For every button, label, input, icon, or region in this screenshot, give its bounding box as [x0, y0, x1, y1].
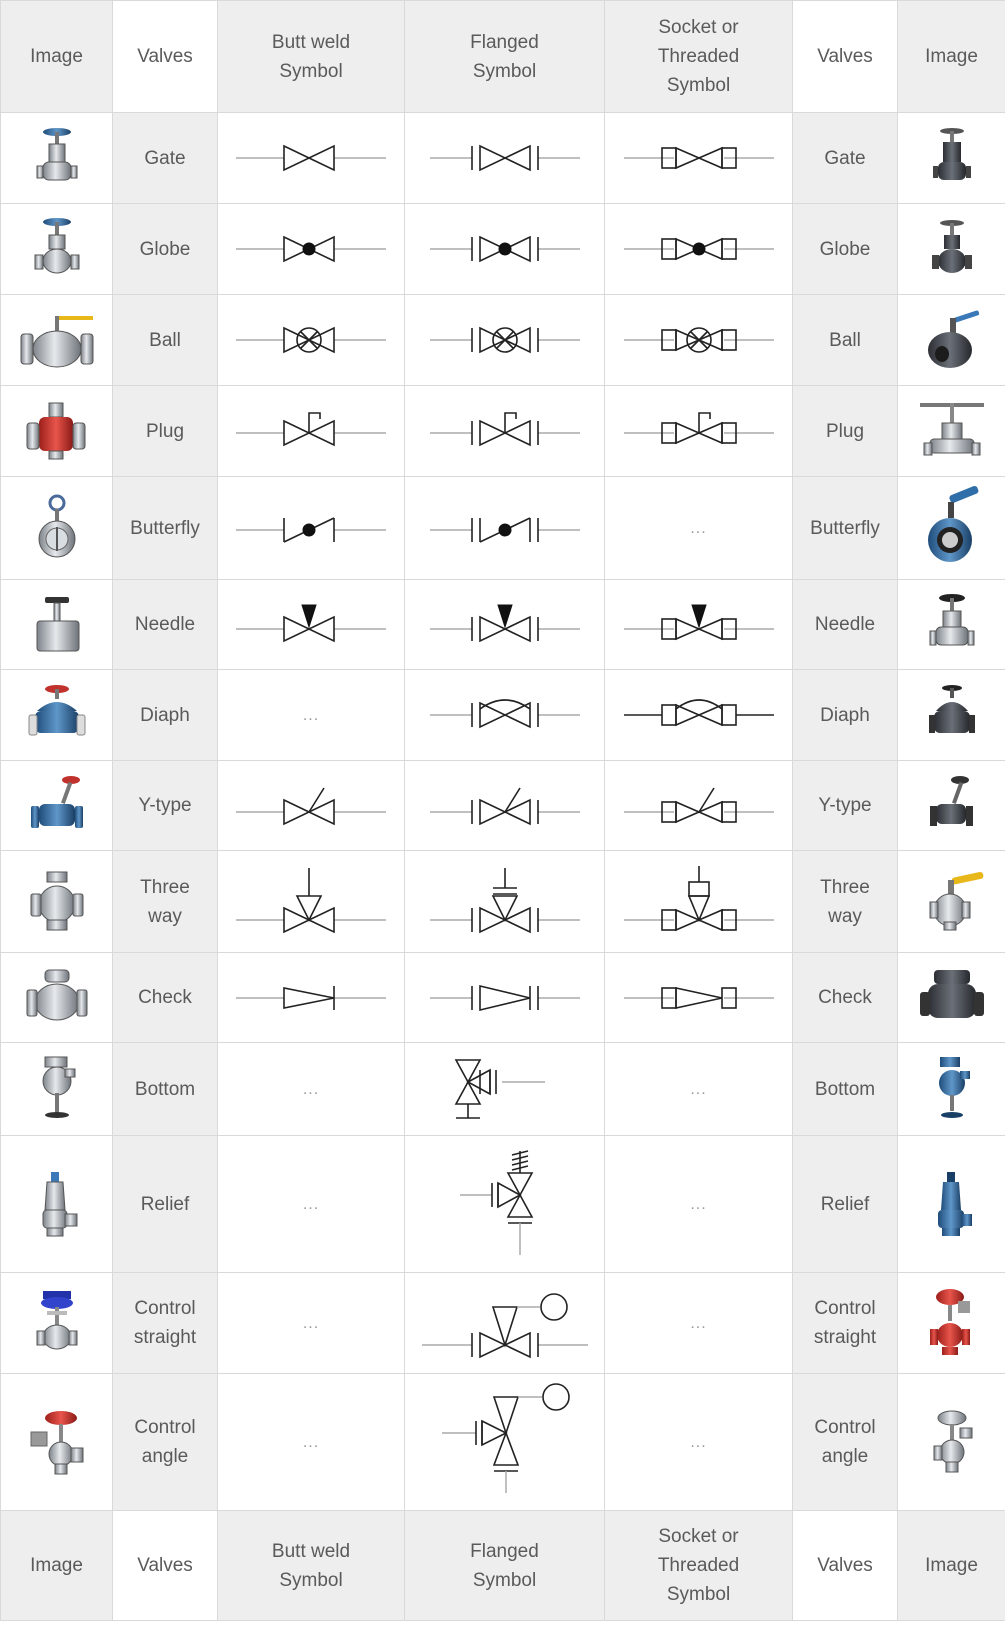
bottom-valve-photo-left: [1, 1043, 113, 1136]
butterfly-socket-cell: ...: [605, 477, 793, 580]
y-type-valve-photo-left: [1, 761, 113, 851]
header-valves-left: Valves: [113, 1, 218, 113]
y-type-flanged-symbol: [405, 761, 605, 851]
check-socket-symbol: [605, 953, 793, 1043]
diaph-socket-symbol: [605, 670, 793, 761]
gate-valve-photo-right: [898, 113, 1005, 204]
header-butt-weld: Butt weld Symbol: [218, 1, 405, 113]
needle-valve-photo-right: [898, 580, 1005, 670]
control-angle-socket-cell: ...: [605, 1374, 793, 1511]
gate-socket-symbol: [605, 113, 793, 204]
y-type-socket-symbol: [605, 761, 793, 851]
valve-label-right: Butterfly: [793, 477, 898, 580]
three-way-socket-symbol: [605, 851, 793, 953]
control-straight-valve-photo-left: [1, 1273, 113, 1374]
globe-flanged-symbol: [405, 204, 605, 295]
valve-label-left: Butterfly: [113, 477, 218, 580]
valve-row-gate: [1, 113, 1005, 204]
valve-row-bottom: [1, 1043, 1005, 1136]
ball-valve-photo-right: [898, 295, 1005, 386]
valve-label-right: Check: [793, 953, 898, 1043]
three-way-valve-photo-right: [898, 851, 1005, 953]
butterfly-valve-photo-right: [898, 477, 1005, 580]
globe-valve-photo-right: [898, 204, 1005, 295]
bottom-socket-cell: ...: [605, 1043, 793, 1136]
valve-label-right: Control straight: [793, 1273, 898, 1374]
valve-label-right: Three way: [793, 851, 898, 953]
relief-socket-cell: ...: [605, 1136, 793, 1273]
three-way-butt-weld-symbol: [218, 851, 405, 953]
valve-label-right: Y-type: [793, 761, 898, 851]
valve-label-left: Control straight: [113, 1273, 218, 1374]
valve-label-left: Relief: [113, 1136, 218, 1273]
relief-butt-weld-cell: ...: [218, 1136, 405, 1273]
control-angle-valve-photo-left: [1, 1374, 113, 1511]
valve-row-needle: [1, 580, 1005, 670]
gate-butt-weld-symbol: [218, 113, 405, 204]
valve-label-left: Bottom: [113, 1043, 218, 1136]
control-angle-butt-weld-cell: ...: [218, 1374, 405, 1511]
footer-butt-weld: Butt weld Symbol: [218, 1511, 405, 1621]
valve-row-globe: [1, 204, 1005, 295]
needle-socket-symbol: [605, 580, 793, 670]
y-type-butt-weld-symbol: [218, 761, 405, 851]
valve-label-left: Three way: [113, 851, 218, 953]
header-flanged: Flanged Symbol: [405, 1, 605, 113]
control-straight-flanged-symbol: [405, 1273, 605, 1374]
valve-label-right: Diaph: [793, 670, 898, 761]
butterfly-butt-weld-symbol: [218, 477, 405, 580]
plug-valve-photo-right: [898, 386, 1005, 477]
check-valve-photo-left: [1, 953, 113, 1043]
valve-row-check: [1, 953, 1005, 1043]
plug-socket-symbol: [605, 386, 793, 477]
valve-label-left: Ball: [113, 295, 218, 386]
header-row-top: [1, 1, 1005, 113]
butterfly-flanged-symbol: [405, 477, 605, 580]
diaph-butt-weld-cell: ...: [218, 670, 405, 761]
valve-row-diaph: [1, 670, 1005, 761]
valve-label-left: Diaph: [113, 670, 218, 761]
valve-row-plug: [1, 386, 1005, 477]
diaphragm-valve-photo-left: [1, 670, 113, 761]
needle-flanged-symbol: [405, 580, 605, 670]
valve-label-right: Globe: [793, 204, 898, 295]
valve-row-butterfly: [1, 477, 1005, 580]
footer-valves-left: Valves: [113, 1511, 218, 1621]
valve-row-relief: [1, 1136, 1005, 1273]
bottom-flanged-symbol: [405, 1043, 605, 1136]
header-row-bottom: [1, 1511, 1005, 1621]
control-straight-valve-photo-right: [898, 1273, 1005, 1374]
control-straight-butt-weld-cell: ...: [218, 1273, 405, 1374]
diaphragm-valve-photo-right: [898, 670, 1005, 761]
y-type-valve-photo-right: [898, 761, 1005, 851]
check-valve-photo-right: [898, 953, 1005, 1043]
valve-label-left: Globe: [113, 204, 218, 295]
ball-flanged-symbol: [405, 295, 605, 386]
plug-flanged-symbol: [405, 386, 605, 477]
valve-row-three-way: [1, 851, 1005, 953]
globe-valve-photo-left: [1, 204, 113, 295]
ball-valve-photo-left: [1, 295, 113, 386]
gate-valve-photo-left: [1, 113, 113, 204]
three-way-valve-photo-left: [1, 851, 113, 953]
valve-label-right: Needle: [793, 580, 898, 670]
valve-label-right: Ball: [793, 295, 898, 386]
valve-row-ball: [1, 295, 1005, 386]
bottom-valve-photo-right: [898, 1043, 1005, 1136]
header-valves-right: Valves: [793, 1, 898, 113]
butterfly-valve-photo-left: [1, 477, 113, 580]
valve-label-left: Control angle: [113, 1374, 218, 1511]
footer-image-right: Image: [898, 1511, 1005, 1621]
three-way-flanged-symbol: [405, 851, 605, 953]
relief-valve-photo-left: [1, 1136, 113, 1273]
gate-valve-icon: [35, 126, 79, 190]
check-butt-weld-symbol: [218, 953, 405, 1043]
footer-socket: Socket or Threaded Symbol: [605, 1511, 793, 1621]
relief-flanged-symbol: [405, 1136, 605, 1273]
valve-label-right: Gate: [793, 113, 898, 204]
valve-label-left: Check: [113, 953, 218, 1043]
control-angle-flanged-symbol: [405, 1374, 605, 1511]
ball-socket-symbol: [605, 295, 793, 386]
valve-label-right: Bottom: [793, 1043, 898, 1136]
bottom-butt-weld-cell: ...: [218, 1043, 405, 1136]
plug-butt-weld-symbol: [218, 386, 405, 477]
ball-butt-weld-symbol: [218, 295, 405, 386]
diaph-flanged-symbol: [405, 670, 605, 761]
plug-valve-photo-left: [1, 386, 113, 477]
valve-row-control-angle: [1, 1374, 1005, 1511]
relief-valve-photo-right: [898, 1136, 1005, 1273]
header-image-right: Image: [898, 1, 1005, 113]
needle-valve-photo-left: [1, 580, 113, 670]
valve-label-left: Needle: [113, 580, 218, 670]
check-flanged-symbol: [405, 953, 605, 1043]
control-straight-socket-cell: ...: [605, 1273, 793, 1374]
header-image-left: Image: [1, 1, 113, 113]
valve-row-control-straight: [1, 1273, 1005, 1374]
footer-valves-right: Valves: [793, 1511, 898, 1621]
valve-label-right: Relief: [793, 1136, 898, 1273]
valve-row-y-type: [1, 761, 1005, 851]
valve-label-right: Plug: [793, 386, 898, 477]
valve-label-left: Gate: [113, 113, 218, 204]
footer-image-left: Image: [1, 1511, 113, 1621]
valve-label-right: Control angle: [793, 1374, 898, 1511]
control-angle-valve-photo-right: [898, 1374, 1005, 1511]
gate-flanged-symbol: [405, 113, 605, 204]
valve-label-left: Y-type: [113, 761, 218, 851]
globe-socket-symbol: [605, 204, 793, 295]
needle-butt-weld-symbol: [218, 580, 405, 670]
globe-butt-weld-symbol: [218, 204, 405, 295]
valve-label-left: Plug: [113, 386, 218, 477]
footer-flanged: Flanged Symbol: [405, 1511, 605, 1621]
header-socket: Socket or Threaded Symbol: [605, 1, 793, 113]
